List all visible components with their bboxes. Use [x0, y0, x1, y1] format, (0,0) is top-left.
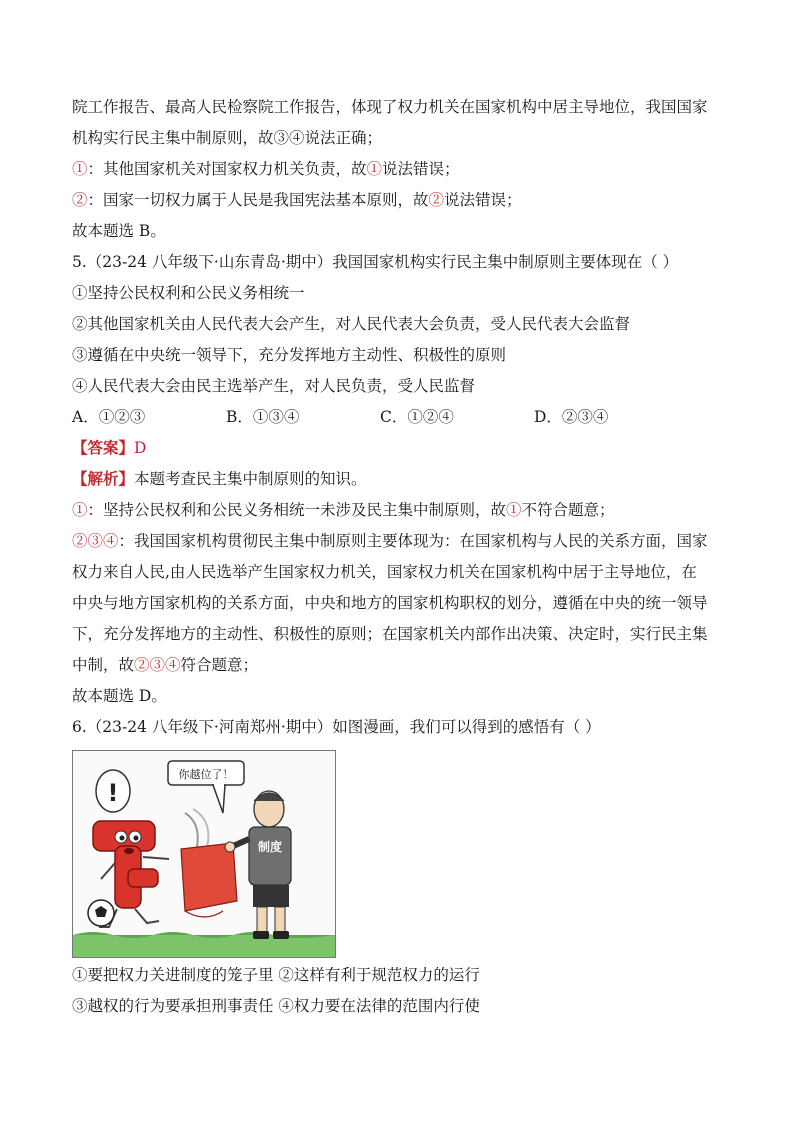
text-span: 本题考查民主集中制原则的知识。: [134, 470, 367, 488]
question-5-item: ①坚持公民权利和公民义务相统一: [72, 284, 305, 302]
answer-line: [72, 437, 146, 459]
question-5-stem: 5.（23-24 八年级下·山东青岛·期中）我国国家机构实行民主集中制原则主要体现在（ ）: [72, 253, 679, 271]
question-5-item: ③遵循在中央统一领导下，充分发挥地方主动性、积极性的原则: [72, 346, 507, 364]
question-5-item: ④人民代表大会由民主选举产生，对人民负责，受人民监督: [72, 377, 476, 395]
analysis-label: 【解析】: [72, 469, 135, 488]
text-span: ：我国国家机构贯彻民主集中制原则主要体现为：在国家机构与人民的关系方面，国家: [118, 532, 708, 550]
badge-chars: 制度: [257, 840, 283, 854]
analysis-line: [72, 530, 708, 552]
text-span: 不符合题意；: [521, 501, 615, 519]
text-span: ：坚持公民权利和公民义务相统一未涉及民主集中制原则，故: [87, 501, 507, 519]
analysis-line: [72, 499, 615, 521]
question-5-item: ②其他国家机关由人民代表大会产生，对人民代表大会负责，受人民代表大会监督: [72, 315, 631, 333]
question-6-items: ③越权的行为要承担刑事责任 ④权力要在法律的范围内行使: [72, 997, 480, 1015]
analysis-line: 权力来自人民,由人民选举产生国家权力机关，国家权力机关在国家机构中居于主导地位，在: [72, 563, 697, 581]
option-mark: ①: [72, 160, 88, 178]
analysis-line: [72, 468, 367, 490]
motion-line: [193, 809, 208, 847]
conclusion-line: 故本题选 B。: [72, 222, 166, 240]
text-line: [72, 158, 460, 180]
text-line: [72, 189, 522, 211]
option-mark: ②: [72, 191, 88, 209]
text-span: 中制，故: [72, 656, 135, 674]
text-line: 院工作报告、最高人民检察院工作报告，体现了权力机关在国家机构中居主导地位，我国国家: [72, 98, 708, 116]
cartoon-drawing: [73, 751, 335, 957]
speech-tail-fill: [214, 782, 224, 786]
analysis-line: 中央与地方国家机构的关系方面，中央和地方的国家机构职权的划分，遵循在中央的统一领导: [72, 594, 708, 612]
text-span: 说法错误；: [382, 160, 460, 178]
option-mark: ②③④: [72, 532, 119, 550]
option-ref: ②③④: [134, 656, 181, 674]
answer-label: 【答案】: [72, 438, 135, 457]
text-line: 机构实行民主集中制原则，故③④说法正确；: [72, 129, 383, 147]
text-span: 说法错误；: [444, 191, 522, 209]
option-c: C．①②④: [380, 408, 454, 426]
grass: [73, 935, 335, 957]
question-6-items: ①要把权力关进制度的笼子里 ②这样有利于规范权力的运行: [72, 966, 480, 984]
option-a: A．①②③: [72, 408, 146, 426]
speech-tail: [213, 785, 225, 813]
option-b: B．①③④: [226, 408, 300, 426]
option-ref: ①: [506, 501, 522, 519]
badge-text: [258, 839, 282, 854]
motion-line: [185, 813, 198, 847]
text-span: ：国家一切权力属于人民是我国宪法基本原则，故: [87, 191, 429, 209]
speech-text: 你越位了！: [178, 768, 234, 781]
analysis-line: [72, 654, 258, 676]
analysis-line: 下，充分发挥地方的主动性、积极性的原则；在国家机关内部作出决策、决定时，实行民主集: [72, 625, 708, 643]
exclaim-mark: !: [107, 779, 119, 807]
answer-value: D: [134, 439, 147, 457]
option-ref: ①: [366, 160, 383, 178]
question-5-options: [72, 406, 608, 428]
option-mark: ①: [72, 501, 88, 519]
text-span: 符合题意；: [180, 656, 259, 674]
conclusion-line: 故本题选 D。: [72, 687, 167, 705]
option-d: D．②③④: [534, 408, 609, 426]
question-6-stem: 6.（23-24 八年级下·河南郑州·期中）如图漫画，我们可以得到的感悟有（ ）: [72, 718, 601, 736]
cartoon-image: [72, 750, 336, 958]
text-span: ：其他国家机关对国家权力机关负责，故: [87, 160, 367, 178]
soccer-ball: [88, 900, 114, 926]
red-flag: [181, 843, 237, 917]
option-ref: ②: [428, 191, 445, 209]
